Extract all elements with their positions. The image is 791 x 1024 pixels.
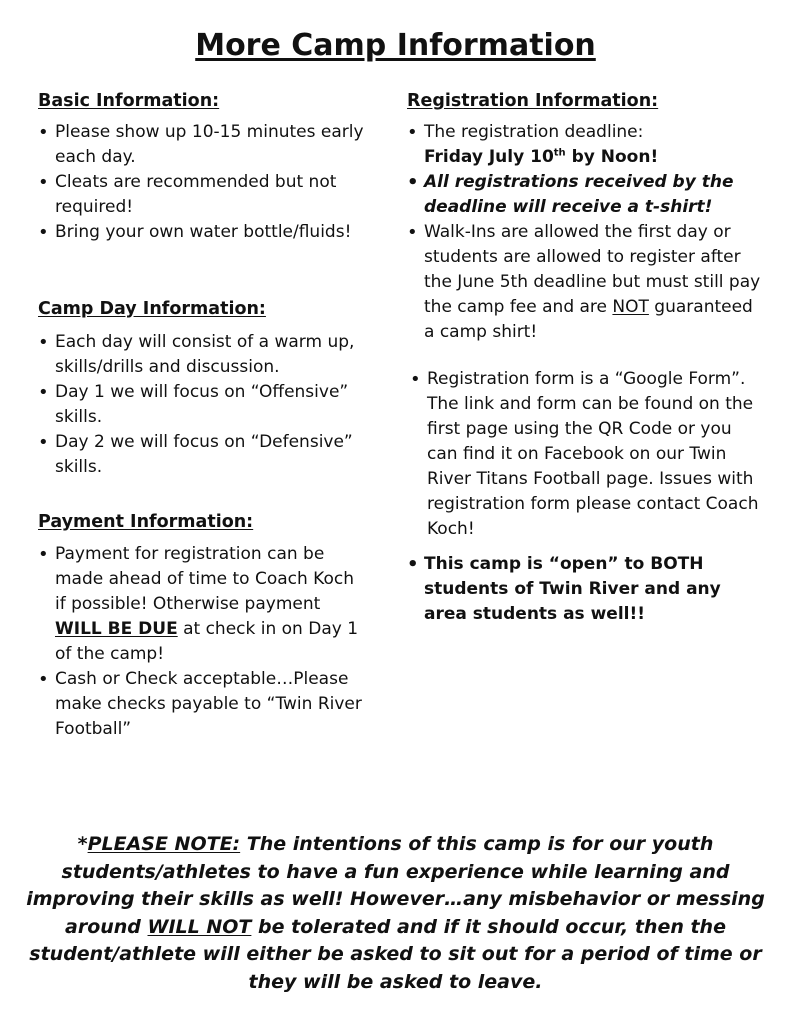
payment-information-list <box>38 542 368 742</box>
note-text: be tolerated and if it should occur, then the student/athlete will either be asked to sit out for a period of time or they will be asked to leave. <box>29 915 762 993</box>
deadline-date-text: Friday July 10 <box>424 147 554 167</box>
list-item: • Bring your own water bottle/fluids! <box>55 220 368 245</box>
list-item <box>424 120 767 170</box>
deadline-date <box>424 147 658 167</box>
list-item: • Cash or Check acceptable…Please make checks payable to “Twin River Football” <box>55 667 368 742</box>
deadline-time-text: by Noon! <box>565 147 659 167</box>
list-item: • Each day will consist of a warm up, skills/drills and discussion. <box>55 330 368 380</box>
basic-information-heading: Basic Information: <box>38 91 220 111</box>
registration-information-list <box>407 120 767 345</box>
note-text: The intentions of this camp is for our youth students/athletes to have a fun experience while learning and improving their skills as well! However…any misbehavior or messing around <box>26 833 765 938</box>
list-item: • Registration form is a “Google Form”. The link and form can be found on the first page using the QR Code or you can find it on Facebook on our Twin River Titans Football page. Issues with registration form please contact Coach Koch! <box>427 367 767 542</box>
deadline-date-suffix: th <box>553 147 566 159</box>
walkins-text: guaranteed a camp shirt! <box>424 297 753 342</box>
payment-information-section <box>38 512 368 742</box>
page-title: More Camp Information <box>195 28 596 63</box>
will-not-emphasis: WILL NOT <box>147 915 252 938</box>
registration-information-section <box>407 91 767 627</box>
payment-information-heading: Payment Information: <box>38 512 254 532</box>
please-note-label: PLEASE NOTE: <box>87 833 241 855</box>
note-asterisk: * <box>77 833 88 855</box>
open-camp-list <box>407 552 767 627</box>
list-item: • All registrations received by the deadline will receive a t-shirt! <box>424 170 767 220</box>
list-item: • This camp is “open” to BOTH students of Twin River and any area students as well!! <box>424 552 767 627</box>
list-item: • Day 1 we will focus on “Offensive” skills. <box>55 380 368 430</box>
list-item: • Day 2 we will focus on “Defensive” skills. <box>55 430 368 480</box>
basic-information-section <box>38 91 368 245</box>
list-item: • Please show up 10-15 minutes early each day. <box>55 120 368 170</box>
payment-text: at check in on Day 1 of the camp! <box>55 619 359 664</box>
list-item <box>55 542 368 667</box>
list-item <box>424 220 767 345</box>
basic-information-list <box>38 120 368 245</box>
camp-day-information-heading: Camp Day Information: <box>38 299 266 319</box>
not-emphasis: NOT <box>612 297 649 317</box>
please-note-paragraph <box>12 831 779 996</box>
payment-due-emphasis: WILL BE DUE <box>55 619 178 639</box>
payment-text: Payment for registration can be made ahead of time to Coach Koch if possible! Otherwise payment <box>55 544 355 614</box>
deadline-label: The registration deadline: <box>424 122 644 142</box>
registration-information-heading: Registration Information: <box>407 91 659 111</box>
registration-form-list <box>407 367 767 542</box>
walkins-text: Walk-Ins are allowed the first day or students are allowed to register after the June 5th deadline but must still pay the camp fee and are <box>424 222 761 317</box>
camp-day-information-list <box>38 330 368 480</box>
list-item: • Cleats are recommended but not required! <box>55 170 368 220</box>
camp-day-information-section <box>38 299 368 480</box>
